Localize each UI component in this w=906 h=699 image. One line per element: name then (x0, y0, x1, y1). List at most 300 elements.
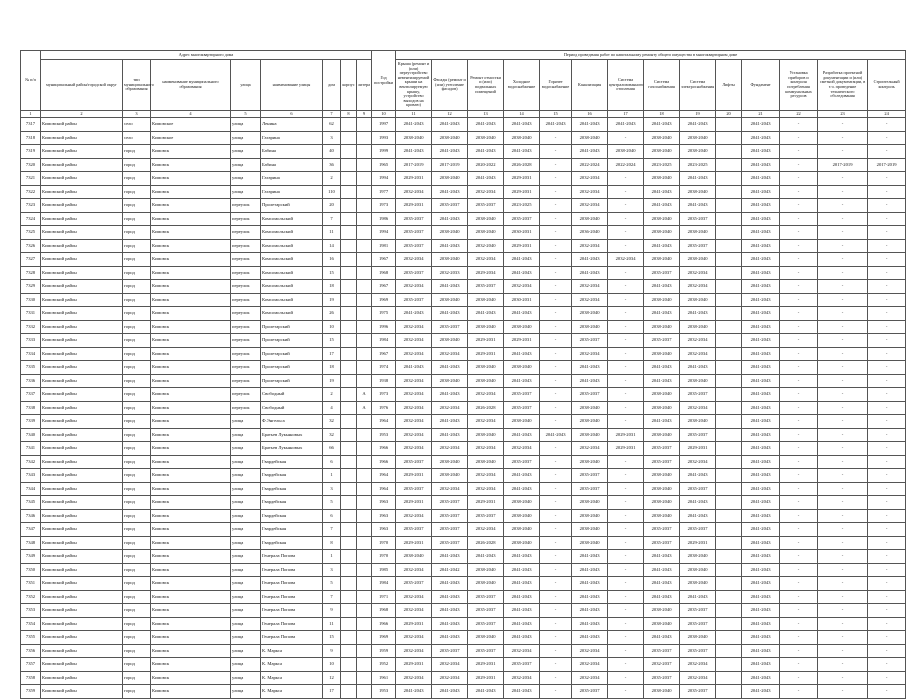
cell-roof: 2032-2034 (396, 320, 432, 334)
cell-sewer: 2041-2043 (572, 617, 608, 631)
cell-sewer: 2032-2034 (572, 172, 608, 186)
cell-meters: - (780, 455, 818, 469)
cell-design-docs: - (818, 374, 868, 388)
cell-district: Кимовский район (41, 361, 123, 375)
cell-sewer: 2041-2043 (572, 604, 608, 618)
cell-street: Комсомольский (261, 253, 323, 267)
column-number: 14 (504, 111, 540, 118)
cell-hot-water: - (540, 631, 572, 645)
cell-foundation: 2041-2043 (742, 253, 780, 267)
cell-korpus (341, 415, 357, 429)
cell-house: 8 (323, 536, 341, 550)
table-row (21, 442, 906, 456)
cell-row-id: 7323 (21, 199, 41, 213)
cell-letter (357, 145, 372, 159)
cell-foundation: 2041-2043 (742, 644, 780, 658)
cell-letter (357, 118, 372, 132)
cell-roof: 2032-2034 (396, 671, 432, 685)
cell-settlement: Кимовск (151, 280, 231, 294)
cell-facade: 2032-2034 (432, 401, 468, 415)
cell-street-type: переулок (231, 320, 261, 334)
cell-korpus (341, 145, 357, 159)
table-row (21, 199, 906, 213)
cell-settlement: Кимовск (151, 334, 231, 348)
table-row (21, 671, 906, 685)
cell-cold-water: 2032-2034 (504, 644, 540, 658)
cell-electro: 2032-2034 (680, 266, 716, 280)
cell-street: Комсомольский (261, 307, 323, 321)
cell-electro: 2032-2034 (680, 334, 716, 348)
cell-district: Кимовский район (41, 523, 123, 537)
cell-lift (716, 617, 742, 631)
cell-facade: 2038-2040 (432, 172, 468, 186)
cell-basement: 2032-2034 (468, 469, 504, 483)
column-number: 11 (396, 111, 432, 118)
cell-design-docs: - (818, 253, 868, 267)
cell-year-built: 1996 (372, 320, 396, 334)
cell-letter (357, 185, 372, 199)
cell-street-type: переулок (231, 347, 261, 361)
cell-design-docs: - (818, 347, 868, 361)
cell-street: Пролетарский (261, 199, 323, 213)
cell-roof: 2041-2043 (396, 118, 432, 132)
cell-cold-water: 2026-2028 (504, 158, 540, 172)
cell-sewer: 2038-2040 (572, 428, 608, 442)
header-foundation: Фундамент (742, 60, 780, 111)
cell-cold-water: 2029-2031 (504, 185, 540, 199)
cell-cold-water: 2041-2043 (504, 550, 540, 564)
cell-house: 40 (323, 145, 341, 159)
cell-electro: 2032-2034 (680, 658, 716, 672)
cell-facade: 2041-2043 (432, 428, 468, 442)
cell-letter (357, 469, 372, 483)
header-period-group: Период проведения работ по капитальному ремонту общего имущества в многоквартирном доме (396, 51, 906, 60)
cell-street-type: переулок (231, 307, 261, 321)
cell-design-docs: - (818, 199, 868, 213)
cell-street: Гвардейская (261, 496, 323, 510)
cell-street-type: улица (231, 590, 261, 604)
cell-korpus (341, 212, 357, 226)
cell-foundation: 2041-2043 (742, 334, 780, 348)
capital-repair-schedule-sheet (20, 50, 900, 699)
cell-basement: 2038-2040 (468, 428, 504, 442)
cell-settlement-type: город (123, 442, 151, 456)
cell-letter (357, 442, 372, 456)
cell-heating: - (608, 590, 644, 604)
cell-settlement: Кимовск (151, 361, 231, 375)
cell-row-id: 7354 (21, 617, 41, 631)
cell-construction-control: - (868, 266, 906, 280)
cell-korpus (341, 118, 357, 132)
column-number: 21 (742, 111, 780, 118)
cell-construction-control: - (868, 496, 906, 510)
cell-year-built: 1959 (372, 644, 396, 658)
cell-district: Кимовский район (41, 415, 123, 429)
cell-sewer: 2038-2040 (572, 509, 608, 523)
cell-lift (716, 334, 742, 348)
cell-year-built: 1953 (372, 685, 396, 699)
cell-foundation: 2041-2043 (742, 158, 780, 172)
cell-construction-control: - (868, 361, 906, 375)
cell-design-docs: - (818, 482, 868, 496)
cell-heating: - (608, 685, 644, 699)
cell-heating: - (608, 523, 644, 537)
cell-sewer: 2035-2037 (572, 469, 608, 483)
cell-meters: - (780, 158, 818, 172)
cell-row-id: 7338 (21, 401, 41, 415)
cell-gas: 2041-2043 (644, 118, 680, 132)
cell-electro: 2038-2040 (680, 563, 716, 577)
cell-hot-water: - (540, 145, 572, 159)
cell-construction-control: - (868, 145, 906, 159)
cell-design-docs: - (818, 388, 868, 402)
cell-street: Пролетарский (261, 361, 323, 375)
cell-settlement: Кимовск (151, 631, 231, 645)
cell-foundation: 2041-2043 (742, 347, 780, 361)
cell-lift (716, 590, 742, 604)
cell-house: 19 (323, 293, 341, 307)
cell-korpus (341, 347, 357, 361)
cell-roof: 2035-2037 (396, 455, 432, 469)
cell-meters: - (780, 509, 818, 523)
cell-cold-water: 2041-2043 (504, 631, 540, 645)
cell-house: 3 (323, 131, 341, 145)
cell-foundation: 2041-2043 (742, 361, 780, 375)
cell-district: Кимовский район (41, 617, 123, 631)
column-number: 18 (644, 111, 680, 118)
cell-facade: 2041-2043 (432, 617, 468, 631)
cell-sewer: 2038-2040 (572, 455, 608, 469)
cell-street-type: улица (231, 577, 261, 591)
cell-sewer: 2041-2043 (572, 577, 608, 591)
cell-electro: 2041-2043 (680, 118, 716, 132)
header-korpus: корпус (341, 60, 357, 111)
cell-basement: 2035-2037 (468, 590, 504, 604)
cell-house: 36 (323, 158, 341, 172)
header-settlement: наименование муниципального образования (151, 60, 231, 111)
cell-design-docs: - (818, 590, 868, 604)
cell-letter (357, 509, 372, 523)
cell-construction-control: - (868, 239, 906, 253)
cell-street: Генерала Попова (261, 617, 323, 631)
cell-roof: 2032-2034 (396, 253, 432, 267)
cell-gas: 2035-2037 (644, 644, 680, 658)
cell-korpus (341, 536, 357, 550)
cell-hot-water: - (540, 172, 572, 186)
cell-district: Кимовский район (41, 563, 123, 577)
cell-facade: 2041-2043 (432, 577, 468, 591)
cell-district: Кимовский район (41, 185, 123, 199)
cell-settlement-type: город (123, 455, 151, 469)
cell-roof: 2038-2040 (396, 550, 432, 564)
cell-lift (716, 604, 742, 618)
cell-street: Ленина (261, 118, 323, 132)
cell-gas: 2035-2037 (644, 266, 680, 280)
cell-roof: 2032-2034 (396, 388, 432, 402)
cell-street: К. Маркса (261, 671, 323, 685)
cell-street: Генерала Попова (261, 563, 323, 577)
cell-sewer: 2038-2040 (572, 523, 608, 537)
cell-street: Пролетарский (261, 334, 323, 348)
cell-settlement-type: город (123, 307, 151, 321)
cell-basement: 2029-2031 (468, 334, 504, 348)
cell-facade: 2041-2043 (432, 361, 468, 375)
column-number: 2 (41, 111, 123, 118)
cell-foundation: 2041-2043 (742, 131, 780, 145)
cell-hot-water: - (540, 199, 572, 213)
cell-settlement: Кимовск (151, 239, 231, 253)
cell-hot-water: - (540, 320, 572, 334)
cell-heating: - (608, 658, 644, 672)
cell-heating: - (608, 347, 644, 361)
cell-construction-control: - (868, 212, 906, 226)
column-number: 12 (432, 111, 468, 118)
cell-foundation: 2041-2043 (742, 415, 780, 429)
cell-district: Кимовский район (41, 496, 123, 510)
cell-district: Кимовский район (41, 536, 123, 550)
cell-settlement: Кимовск (151, 374, 231, 388)
cell-sewer: 2041-2043 (572, 374, 608, 388)
table-row (21, 644, 906, 658)
cell-letter (357, 239, 372, 253)
cell-sewer: 2041-2043 (572, 563, 608, 577)
cell-gas: 2038-2040 (644, 604, 680, 618)
cell-settlement: Кимовск (151, 550, 231, 564)
cell-lift (716, 118, 742, 132)
cell-settlement: Кимовск (151, 496, 231, 510)
cell-hot-water: - (540, 671, 572, 685)
cell-design-docs: - (818, 685, 868, 699)
cell-settlement-type: город (123, 469, 151, 483)
cell-basement: 2038-2040 (468, 631, 504, 645)
cell-construction-control: - (868, 415, 906, 429)
column-number: 5 (231, 111, 261, 118)
cell-year-built: 1973 (372, 388, 396, 402)
cell-year-built: 1967 (372, 253, 396, 267)
cell-year-built: 1967 (372, 347, 396, 361)
cell-gas: 2038-2040 (644, 320, 680, 334)
cell-cold-water: 2038-2040 (504, 523, 540, 537)
cell-construction-control: - (868, 347, 906, 361)
cell-cold-water: 2035-2037 (504, 388, 540, 402)
cell-electro: 2035-2037 (680, 644, 716, 658)
cell-house: 5 (323, 577, 341, 591)
cell-settlement-type: город (123, 239, 151, 253)
cell-heating: - (608, 199, 644, 213)
cell-street: Гагарина (261, 185, 323, 199)
cell-lift (716, 658, 742, 672)
cell-sewer: 2036-2040 (572, 226, 608, 240)
table-row (21, 320, 906, 334)
cell-roof: 2029-2031 (396, 199, 432, 213)
cell-construction-control: - (868, 536, 906, 550)
cell-settlement: Кимовск (151, 509, 231, 523)
cell-house: 3 (323, 482, 341, 496)
cell-hot-water: - (540, 293, 572, 307)
cell-settlement: Кимовск (151, 658, 231, 672)
cell-letter (357, 334, 372, 348)
cell-electro: 2038-2040 (680, 185, 716, 199)
cell-lift (716, 509, 742, 523)
cell-foundation: 2041-2043 (742, 388, 780, 402)
cell-construction-control: - (868, 617, 906, 631)
cell-korpus (341, 482, 357, 496)
cell-letter (357, 226, 372, 240)
cell-settlement: Кимовск (151, 428, 231, 442)
cell-construction-control: - (868, 550, 906, 564)
cell-hot-water: - (540, 469, 572, 483)
cell-year-built: 1966 (372, 455, 396, 469)
cell-electro: 2038-2040 (680, 577, 716, 591)
cell-korpus (341, 550, 357, 564)
table-row (21, 239, 906, 253)
cell-facade: 2038-2040 (432, 226, 468, 240)
cell-street-type: переулок (231, 266, 261, 280)
cell-facade: 2041-2043 (432, 685, 468, 699)
cell-row-id: 7335 (21, 361, 41, 375)
cell-year-built: 1973 (372, 199, 396, 213)
cell-hot-water: - (540, 563, 572, 577)
cell-street-type: переулок (231, 388, 261, 402)
table-row (21, 293, 906, 307)
cell-cold-water: 2029-2031 (504, 172, 540, 186)
cell-year-built: 1984 (372, 577, 396, 591)
cell-settlement-type: город (123, 347, 151, 361)
cell-cold-water: 2041-2043 (504, 563, 540, 577)
cell-settlement-type: город (123, 563, 151, 577)
cell-row-id: 7317 (21, 118, 41, 132)
header-house: дом (323, 60, 341, 111)
cell-gas: 2035-2037 (644, 671, 680, 685)
cell-construction-control: - (868, 199, 906, 213)
cell-settlement: Кимовск (151, 604, 231, 618)
cell-district: Кимовский район (41, 334, 123, 348)
cell-year-built: 1938 (372, 374, 396, 388)
cell-heating: - (608, 212, 644, 226)
cell-settlement-type: город (123, 604, 151, 618)
cell-letter (357, 523, 372, 537)
cell-construction-control: - (868, 469, 906, 483)
cell-letter (357, 266, 372, 280)
cell-facade: 2041-2043 (432, 550, 468, 564)
cell-electro: 2035-2037 (680, 428, 716, 442)
cell-lift (716, 361, 742, 375)
cell-settlement: Кимовское (151, 118, 231, 132)
cell-foundation: 2041-2043 (742, 469, 780, 483)
cell-year-built: 1970 (372, 550, 396, 564)
cell-street: Комсомольский (261, 239, 323, 253)
cell-hot-water: - (540, 604, 572, 618)
cell-settlement-type: город (123, 199, 151, 213)
cell-row-id: 7359 (21, 685, 41, 699)
table-row (21, 361, 906, 375)
cell-house: 18 (323, 361, 341, 375)
cell-lift (716, 145, 742, 159)
cell-roof: 2032-2034 (396, 280, 432, 294)
cell-street: К. Маркса (261, 658, 323, 672)
cell-house: 15 (323, 266, 341, 280)
cell-sewer: 2038-2040 (572, 415, 608, 429)
cell-settlement: Кимовск (151, 401, 231, 415)
cell-cold-water: 2038-2040 (504, 496, 540, 510)
cell-facade: 2041-2043 (432, 212, 468, 226)
cell-settlement: Кимовск (151, 145, 231, 159)
cell-korpus (341, 266, 357, 280)
cell-roof: 2041-2043 (396, 685, 432, 699)
column-number: 13 (468, 111, 504, 118)
cell-street: Гвардейская (261, 523, 323, 537)
cell-roof: 2035-2037 (396, 293, 432, 307)
cell-letter (357, 307, 372, 321)
cell-sewer: 2032-2034 (572, 644, 608, 658)
header-basement: Ремонт отмостки и (или) подвальных помещений (468, 60, 504, 111)
cell-sewer: 2041-2043 (572, 266, 608, 280)
cell-basement: 2032-2040 (468, 239, 504, 253)
table-row (21, 131, 906, 145)
cell-district: Кимовский район (41, 293, 123, 307)
cell-foundation: 2041-2043 (742, 307, 780, 321)
cell-lift (716, 280, 742, 294)
cell-roof: 2035-2037 (396, 523, 432, 537)
cell-heating: - (608, 280, 644, 294)
cell-gas: 2041-2043 (644, 239, 680, 253)
cell-korpus (341, 604, 357, 618)
header-lift: Лифты (716, 60, 742, 111)
cell-electro: 2035-2037 (680, 239, 716, 253)
cell-heating: 2029-2031 (608, 442, 644, 456)
cell-settlement: Кимовск (151, 523, 231, 537)
cell-construction-control: - (868, 604, 906, 618)
cell-street-type: улица (231, 617, 261, 631)
cell-house: 110 (323, 185, 341, 199)
cell-settlement-type: город (123, 293, 151, 307)
header-year-built: Год постройки (372, 51, 396, 111)
cell-cold-water: 2041-2043 (504, 685, 540, 699)
cell-row-id: 7346 (21, 509, 41, 523)
cell-hot-water: - (540, 361, 572, 375)
cell-lift (716, 428, 742, 442)
cell-street: Гвардейская (261, 455, 323, 469)
cell-settlement-type: город (123, 401, 151, 415)
cell-sewer: 2032-2034 (572, 280, 608, 294)
cell-street-type: переулок (231, 212, 261, 226)
cell-gas: 2041-2043 (644, 374, 680, 388)
cell-meters: - (780, 658, 818, 672)
cell-roof: 2032-2034 (396, 631, 432, 645)
cell-hot-water: - (540, 131, 572, 145)
cell-district: Кимовский район (41, 320, 123, 334)
cell-facade: 2035-2037 (432, 644, 468, 658)
cell-gas: 2038-2040 (644, 509, 680, 523)
cell-district: Кимовский район (41, 509, 123, 523)
cell-settlement-type: город (123, 658, 151, 672)
table-row (21, 145, 906, 159)
cell-basement: 2038-2040 (468, 293, 504, 307)
cell-street: Комсомольский (261, 293, 323, 307)
cell-district: Кимовский район (41, 590, 123, 604)
cell-basement: 2035-2037 (468, 280, 504, 294)
cell-korpus (341, 374, 357, 388)
cell-settlement-type: город (123, 145, 151, 159)
cell-street: Гагарина (261, 131, 323, 145)
cell-meters: - (780, 428, 818, 442)
cell-construction-control: - (868, 131, 906, 145)
cell-district: Кимовский район (41, 658, 123, 672)
cell-settlement-type: город (123, 577, 151, 591)
cell-district: Кимовский район (41, 469, 123, 483)
cell-sewer: 2032-2034 (572, 671, 608, 685)
cell-settlement-type: город (123, 212, 151, 226)
